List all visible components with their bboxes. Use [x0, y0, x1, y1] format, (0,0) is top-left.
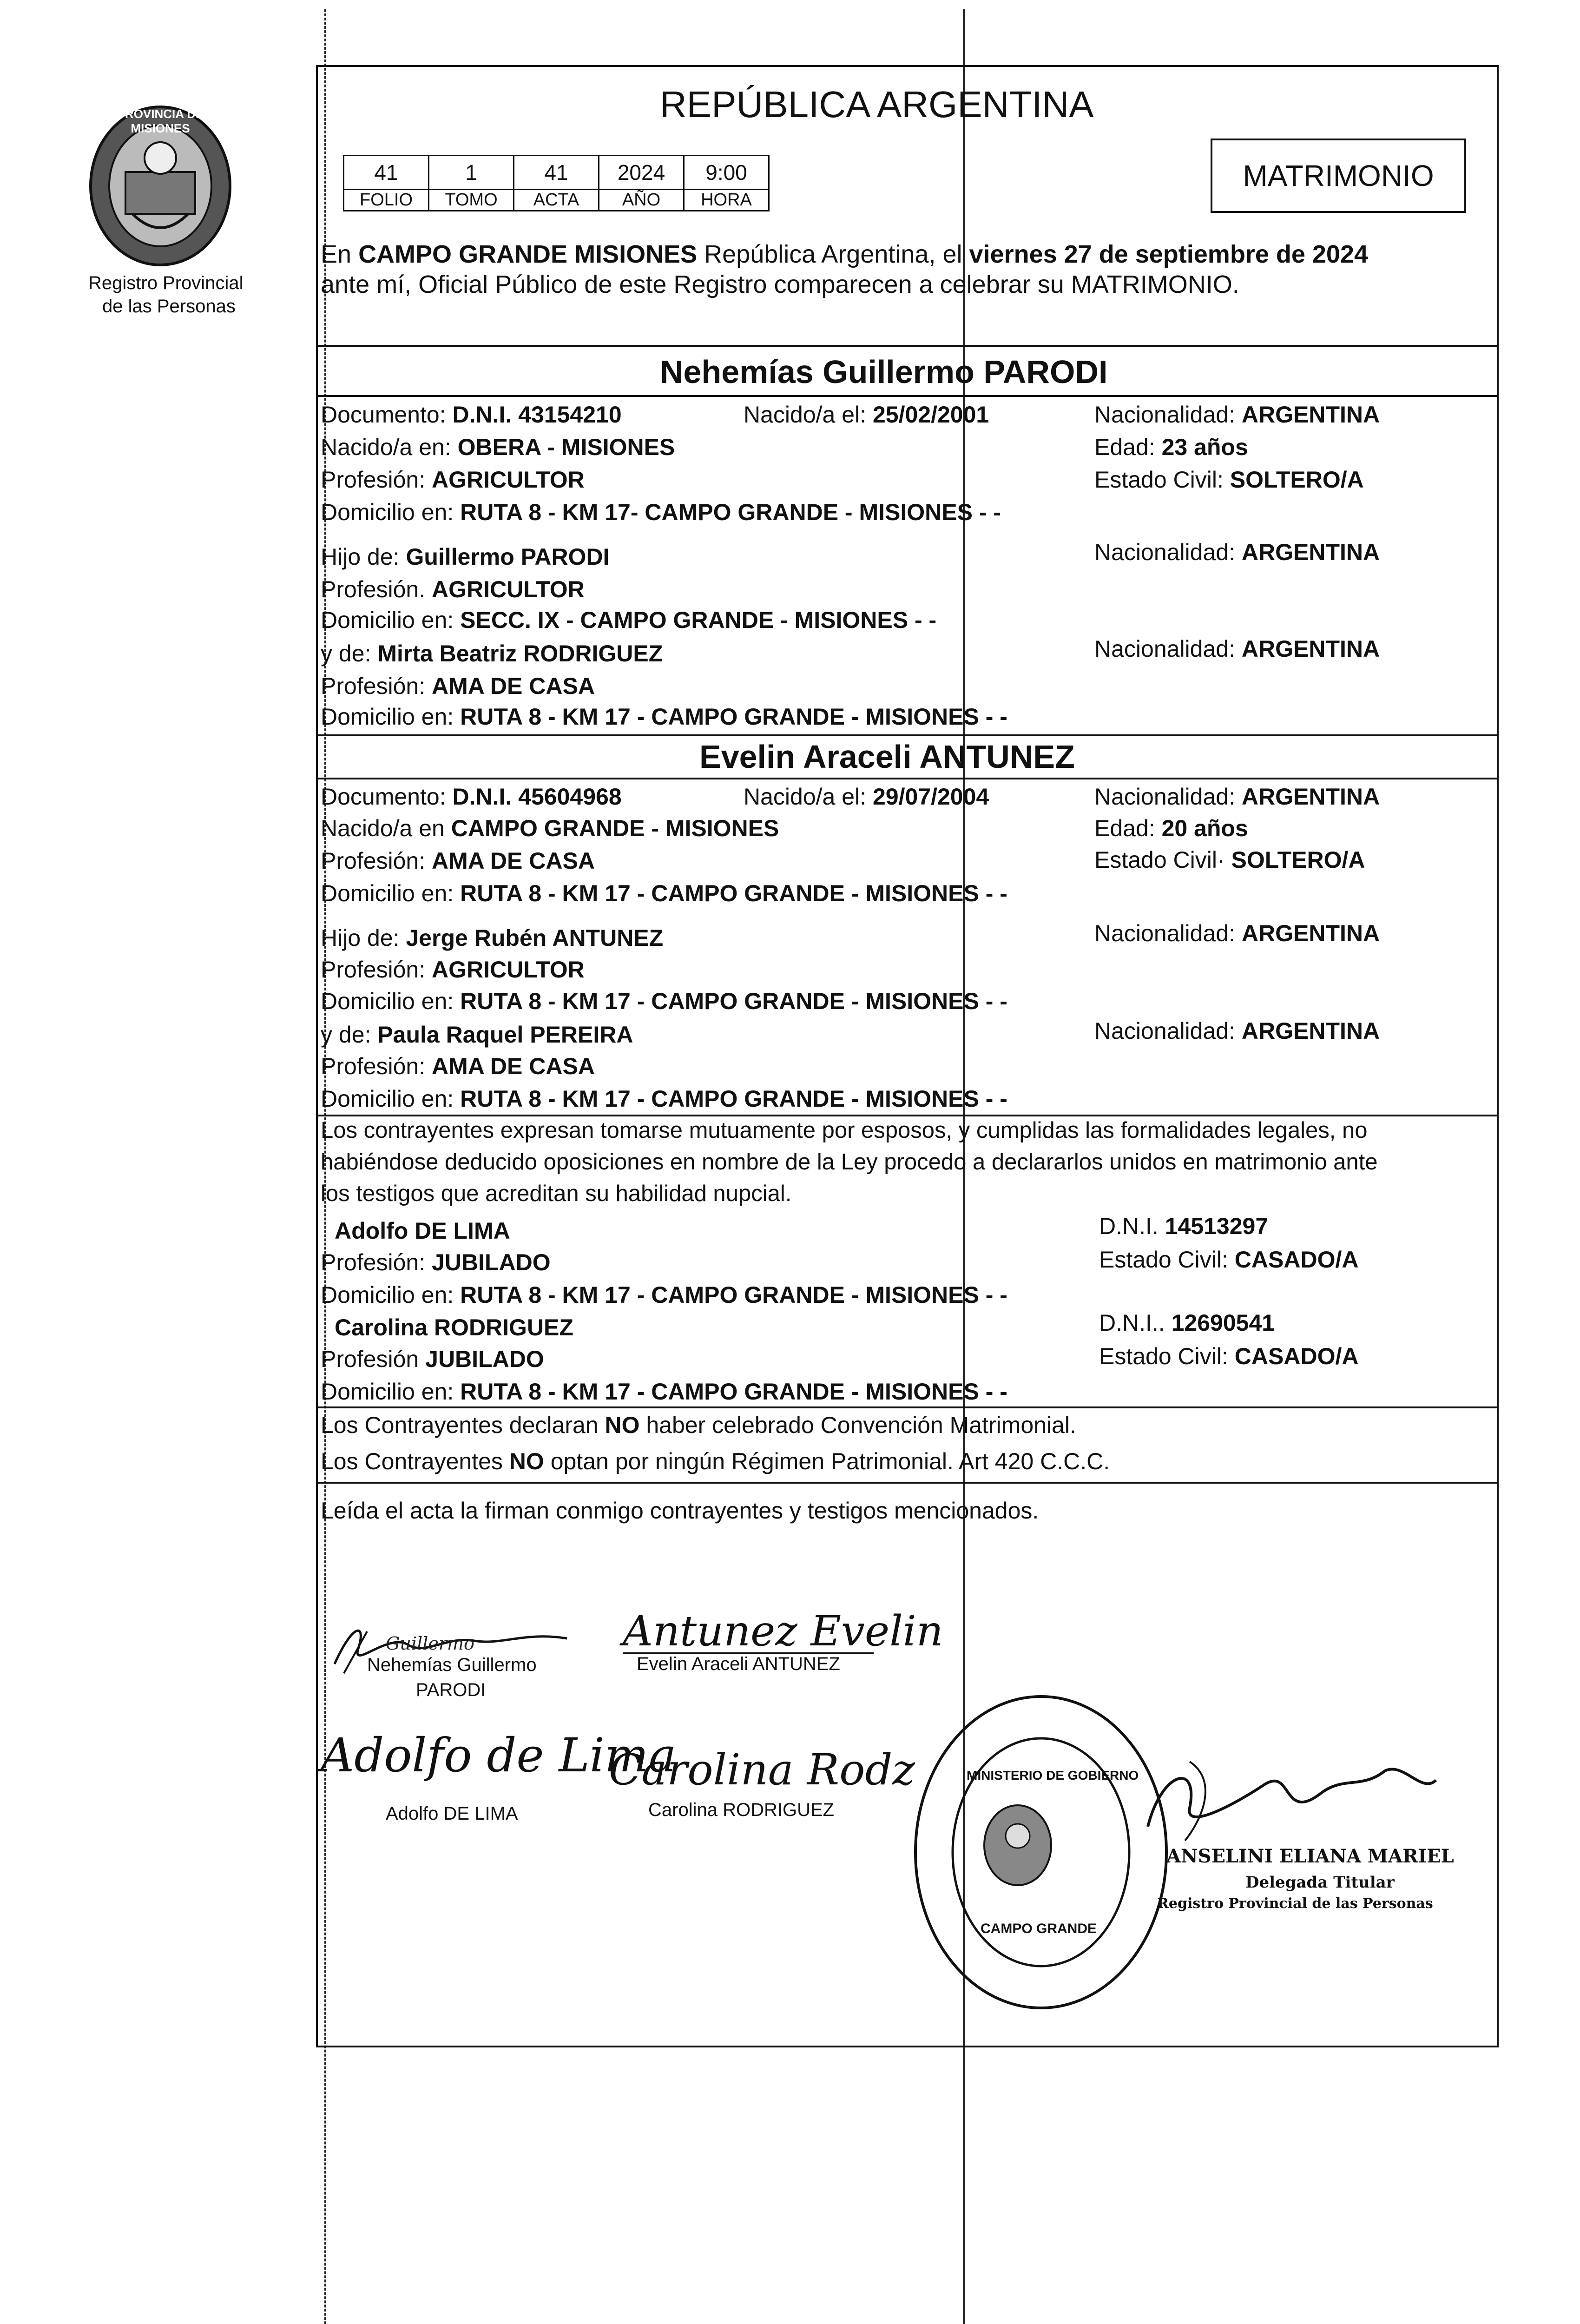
c2-estado: Estado Civil· SOLTERO/A — [1094, 847, 1365, 873]
logo-caption-line1: Registro Provincial — [88, 273, 244, 293]
divider — [316, 1482, 1499, 1484]
oficial-cargo: Delegada Titular — [1245, 1873, 1395, 1892]
c1-documento: Documento: D.N.I. 43154210 — [321, 402, 622, 428]
c2-profesion: Profesión: AMA DE CASA — [321, 848, 595, 874]
cierre-text: Leída el acta la firman conmigo contrayentes y testigos mencionados. — [321, 1498, 1039, 1524]
testigo1-name: Adolfo DE LIMA — [335, 1218, 510, 1244]
sig4-script: Carolina Rodz — [609, 1745, 915, 1795]
declaracion-line3: los testigos que acreditan su habilidad nupcial. — [321, 1181, 792, 1206]
c2-madre-prof: Profesión: AMA DE CASA — [321, 1053, 595, 1079]
logo-arc-text: PROVINCIA DE MISIONES — [117, 107, 204, 135]
c2-madre-dom: Domicilio en: RUTA 8 - KM 17 - CAMPO GRANDE - MISIONES - - — [321, 1086, 1007, 1112]
sig2-caption: Evelin Araceli ANTUNEZ — [637, 1654, 840, 1674]
oficial-signature — [1143, 1752, 1441, 1845]
divider — [316, 734, 1499, 736]
folio-label: FOLIO — [344, 190, 429, 211]
anio-label: AÑO — [599, 190, 684, 211]
acta-label: ACTA — [514, 190, 599, 211]
tomo-label: TOMO — [429, 190, 514, 211]
divider — [316, 1406, 1499, 1408]
c1-domicilio: Domicilio en: RUTA 8 - KM 17- CAMPO GRANDE - MISIONES - - — [321, 499, 1001, 525]
intro-middle: República Argentina, el — [697, 240, 969, 268]
testigo1-profesion: Profesión: JUBILADO — [321, 1249, 551, 1275]
c1-madre-prof: Profesión: AMA DE CASA — [321, 673, 595, 699]
c2-documento: Documento: D.N.I. 45604968 — [321, 784, 622, 810]
testigo2-dni: D.N.I.. 12690541 — [1099, 1310, 1275, 1336]
testigo2-estado: Estado Civil: CASADO/A — [1099, 1343, 1359, 1369]
c1-estado: Estado Civil: SOLTERO/A — [1094, 467, 1364, 493]
divider — [316, 778, 1499, 779]
hora-value: 9:00 — [684, 156, 769, 190]
testigo1-domicilio: Domicilio en: RUTA 8 - KM 17 - CAMPO GRANDE - MISIONES - - — [321, 1282, 1007, 1308]
testigo1-dni: D.N.I. 14513297 — [1099, 1213, 1269, 1239]
sig1-script: Guillermo — [386, 1633, 474, 1654]
c2-madre: y de: Paula Raquel PEREIRA — [321, 1022, 633, 1048]
c1-padre-nac: Nacionalidad: ARGENTINA — [1094, 539, 1380, 565]
c1-madre-nac: Nacionalidad: ARGENTINA — [1094, 636, 1380, 662]
c1-madre: y de: Mirta Beatriz RODRIGUEZ — [321, 640, 663, 667]
c2-padre: Hijo de: Jerge Rubén ANTUNEZ — [321, 925, 664, 951]
c1-padre-prof: Profesión. AGRICULTOR — [321, 576, 585, 602]
declaracion-line1: Los contrayentes expresan tomarse mutuamente por esposos, y cumplidas las formalidades legales, no — [321, 1118, 1368, 1143]
anio-value: 2024 — [599, 156, 684, 190]
stamp-inner-text: MINISTERIO DE GOBIERNO — [967, 1768, 1139, 1783]
contrayente1-name: Nehemías Guillermo PARODI — [660, 354, 1108, 390]
logo-caption-line2: de las Personas — [102, 296, 236, 317]
provincial-seal-logo — [86, 102, 235, 270]
c1-nacido-en: Nacido/a en: OBERA - MISIONES — [321, 434, 675, 460]
c1-edad: Edad: 23 años — [1094, 434, 1248, 460]
c2-padre-nac: Nacionalidad: ARGENTINA — [1094, 920, 1380, 946]
c1-profesion: Profesión: AGRICULTOR — [321, 467, 585, 493]
c2-padre-prof: Profesión: AGRICULTOR — [321, 957, 585, 983]
c2-nacido-en: Nacido/a en CAMPO GRANDE - MISIONES — [321, 815, 779, 841]
c1-nacido-el: Nacido/a el: 25/02/2001 — [744, 402, 989, 428]
tomo-value: 1 — [429, 156, 514, 190]
folio-value: 41 — [344, 156, 429, 190]
oficial-name: ANSELINI ELIANA MARIEL — [1166, 1845, 1454, 1867]
convencion-line1: Los Contrayentes declaran NO haber celebrado Convención Matrimonial. — [321, 1412, 1076, 1438]
sig3-script: Adolfo de Lima — [321, 1728, 677, 1783]
intro-line2: ante mí, Oficial Público de este Registro comparecen a celebrar su MATRIMONIO. — [321, 271, 1239, 298]
sig1-caption2: PARODI — [416, 1680, 486, 1700]
acta-value: 41 — [514, 156, 599, 190]
testigo2-name: Carolina RODRIGUEZ — [335, 1314, 573, 1340]
oficial-registro: Registro Provincial de las Personas — [1157, 1895, 1433, 1912]
c1-padre-dom: Domicilio en: SECC. IX - CAMPO GRANDE - MISIONES - - — [321, 607, 937, 633]
hora-label: HORA — [684, 190, 769, 211]
intro-date: viernes 27 de septiembre de 2024 — [969, 240, 1369, 268]
testigo2-domicilio: Domicilio en: RUTA 8 - KM 17 - CAMPO GRANDE - MISIONES - - — [321, 1379, 1007, 1405]
page-title: REPÚBLICA ARGENTINA — [660, 84, 1094, 125]
c2-nacido-el: Nacido/a el: 29/07/2004 — [744, 784, 989, 810]
sig3-caption: Adolfo DE LIMA — [386, 1803, 518, 1824]
folio-table — [343, 155, 770, 211]
official-stamp — [911, 1692, 1171, 2013]
document-type-box: MATRIMONIO — [1211, 139, 1466, 213]
convencion-line2: Los Contrayentes NO optan por ningún Régimen Patrimonial. Art 420 C.C.C. — [321, 1448, 1110, 1474]
c2-padre-dom: Domicilio en: RUTA 8 - KM 17 - CAMPO GRANDE - MISIONES - - — [321, 988, 1007, 1014]
intro-line1 — [321, 239, 1368, 269]
declaracion-line2: habiéndose deducido oposiciones en nombre de la Ley procedo a declararlos unidos en matrimonio ante — [321, 1149, 1378, 1175]
intro-prefix: En — [321, 240, 359, 268]
c2-nacionalidad: Nacionalidad: ARGENTINA — [1094, 784, 1380, 810]
c2-edad: Edad: 20 años — [1094, 815, 1248, 841]
divider — [316, 395, 1499, 397]
c2-domicilio: Domicilio en: RUTA 8 - KM 17 - CAMPO GRANDE - MISIONES - - — [321, 880, 1007, 906]
testigo2-profesion: Profesión JUBILADO — [321, 1346, 544, 1372]
c1-madre-dom: Domicilio en: RUTA 8 - KM 17 - CAMPO GRANDE - MISIONES - - — [321, 704, 1007, 730]
sig1-caption1: Nehemías Guillermo — [367, 1655, 537, 1675]
c1-nacionalidad: Nacionalidad: ARGENTINA — [1094, 402, 1380, 428]
intro-place: CAMPO GRANDE MISIONES — [358, 240, 698, 268]
stamp-bottom-text: CAMPO GRANDE — [981, 1921, 1097, 1936]
sig2-script: Antunez Evelin — [623, 1607, 943, 1656]
testigo1-estado: Estado Civil: CASADO/A — [1099, 1247, 1359, 1273]
contrayente2-name: Evelin Araceli ANTUNEZ — [699, 739, 1075, 775]
c1-padre: Hijo de: Guillermo PARODI — [321, 544, 610, 570]
divider — [316, 345, 1499, 347]
c2-madre-nac: Nacionalidad: ARGENTINA — [1094, 1018, 1380, 1044]
sig4-caption: Carolina RODRIGUEZ — [648, 1800, 835, 1820]
